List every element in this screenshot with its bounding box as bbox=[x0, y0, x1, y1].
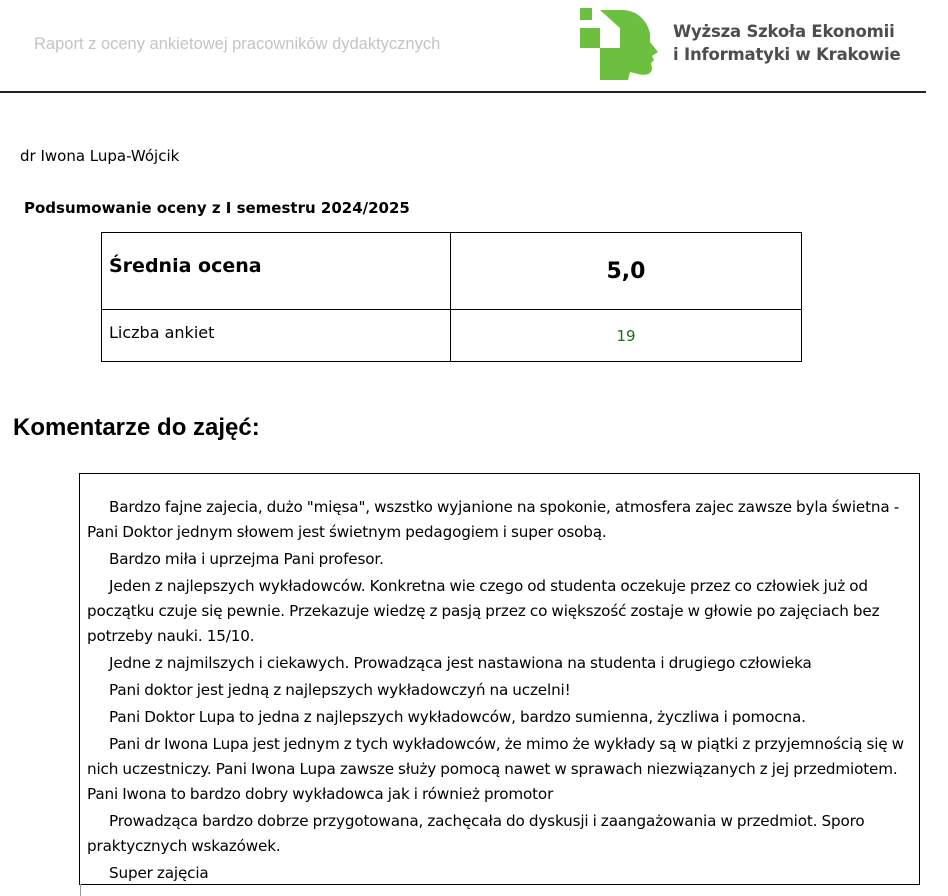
comment-item: Bardzo fajne zajecia, dużo "mięsa", wszstko wyjanione na spokonie, atmosfera zajec zawsze byla świetna - Pani Doktor jednym słowem jest świetnym pedagogiem i super osobą. bbox=[87, 498, 900, 541]
head-pixels-logo-icon bbox=[580, 8, 660, 80]
comment-item: Bardzo miła i uprzejma Pani profesor. bbox=[109, 550, 384, 568]
summary-title: Podsumowanie oceny z I semestru 2024/2025 bbox=[24, 199, 410, 217]
comment-item: Super zajęcia bbox=[109, 864, 209, 882]
comment-item: Pani doktor jest jedną z najlepszych wykładowczyń na uczelni! bbox=[109, 681, 571, 699]
count-row bbox=[102, 310, 802, 362]
school-name-line2: i Informatyki w Krakowie bbox=[673, 45, 901, 64]
comment-item: Jeden z najlepszych wykładowców. Konkretna wie czego od studenta oczekuje przez co człowiek już od początku czuje się pewnie. Przekazuje wiedzę z pasją przez co większość zostaje w głowie po zajęciach bez potrzeby nauki. 15/10. bbox=[87, 577, 880, 645]
count-value: 19 bbox=[616, 327, 636, 345]
average-label: Średnia ocena bbox=[109, 255, 262, 277]
page-header bbox=[0, 0, 926, 93]
school-name-line1: Wyższa Szkoła Ekonomii bbox=[673, 22, 895, 41]
report-title: Raport z oceny ankietowej pracowników dydaktycznych bbox=[34, 35, 441, 53]
lecturer-name: dr Iwona Lupa-Wójcik bbox=[20, 147, 180, 165]
comments-heading: Komentarze do zajęć: bbox=[13, 414, 260, 441]
count-value-cell bbox=[451, 310, 802, 362]
count-label: Liczba ankiet bbox=[109, 323, 215, 342]
comment-item: Jedne z najmilszych i ciekawych. Prowadząca jest nastawiona na studenta i drugiego człowieka bbox=[109, 654, 812, 672]
comment-item: Pani dr Iwona Lupa jest jednym z tych wykładowców, że mimo że wykłady są w piątki z przyjemnością się w nich uczestniczy. Pani Iwona Lupa zawsze służy pomocą nawet w sprawach niezwiązanych z jej przedmiotem. Pani Iwona to bardzo dobry wykładowca jak i również promotor bbox=[87, 735, 904, 803]
average-row bbox=[102, 233, 802, 310]
comment-item: Prowadząca bardzo dobrze przygotowana, zachęcała do dyskusji i zaangażowania w przedmiot. Sporo praktycznych wskazówek. bbox=[87, 812, 865, 855]
comments-box bbox=[79, 473, 920, 885]
average-label-cell bbox=[102, 233, 451, 310]
average-value: 5,0 bbox=[606, 258, 646, 284]
summary-table bbox=[101, 232, 802, 362]
comment-item: Pani Doktor Lupa to jedna z najlepszych wykładowców, bardzo sumienna, życzliwa i pomocna. bbox=[109, 708, 806, 726]
average-value-cell bbox=[451, 233, 802, 310]
page-edge-line bbox=[80, 884, 81, 896]
school-name bbox=[673, 20, 900, 66]
count-label-cell bbox=[102, 310, 451, 362]
